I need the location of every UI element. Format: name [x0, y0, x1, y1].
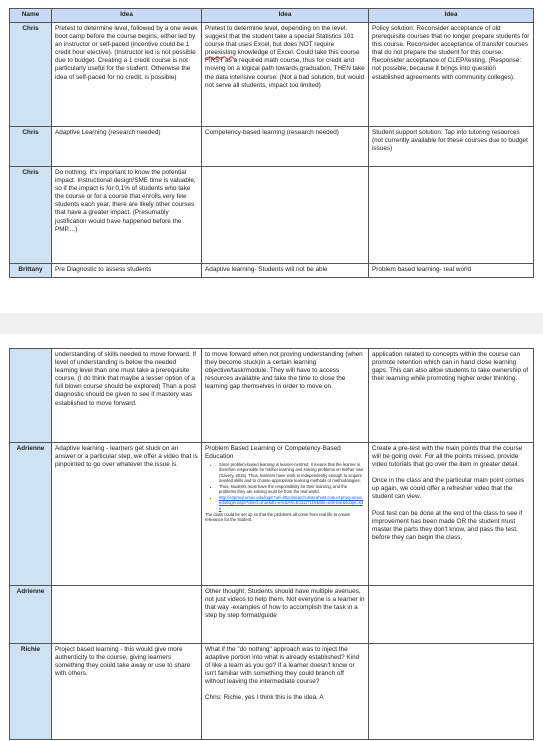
- row-name: [10, 349, 52, 443]
- idea-paragraph: Post test can be done at the end of the class to see if improvement has been made OR the student must master the parts they don't know, and pass the test, before they can begin the class.: [372, 509, 523, 541]
- idea-title: Problem Based Learning or Competency-Based Education: [205, 445, 341, 461]
- header-idea-1: Idea: [52, 9, 202, 23]
- table-row: [10, 443, 534, 586]
- ideas-table-page-1: [9, 8, 534, 278]
- idea-cell[interactable]: Adaptive Learning (research needed): [52, 127, 202, 167]
- idea-text: knowledge of Excel. Could take this course FIRST as a required math course, thus for credit and moving on a logical path towards graduation, THEN take the data intensive course. (Not a bad solution, but would not serve all students, impact too limited): [205, 49, 365, 89]
- idea-cell[interactable]: Adaptive learning - learners get stuck on an answer or a particular step, we offer a video that is pinpointed to go over whatever the issue is.: [52, 443, 202, 586]
- list-item: • Since problem-based learning is learner-centred, it means that the learner is therefore responsible for his/her learning and solving problems on his/her own (Savery, 2015). Thus, learners have work to independently enough to acquire needed skills and to choose appropriate learning methods or methodologies.: [219, 462, 365, 483]
- idea-cell[interactable]: [202, 167, 369, 264]
- idea-cell[interactable]: [52, 586, 202, 644]
- idea-text: Pretest to determine level, depending on the level, suggest that the student take a special Statistics 101 course that uses Excel, but does NOT require: [205, 25, 354, 49]
- idea-paragraph: What if the "do nothing" approach was to inject the adaptive portion into what is already established? Kind of like a learn as you go? If a learner doesn't know or isn't familiar with something they could branch off without leaving the intermediate course?: [205, 646, 360, 686]
- document-page-1: [0, 0, 543, 313]
- idea-paragraph: Once in the class and the particular main point comes up again, we could offer a refresher video that the student can view.: [372, 477, 525, 501]
- idea-cell[interactable]: application related to concepts within the course can promote retention which can in hand close learning gaps. This can also allow students to take ownership of their learning while promoting higher order thinking.: [369, 349, 534, 443]
- row-name: Chris: [10, 127, 52, 167]
- header-idea-3: Idea: [369, 9, 534, 23]
- ideas-table-page-2: [9, 348, 534, 740]
- reference-link[interactable]: http://ezproxy.umuc.edu/login?url=http://search.ebscohost.com.ezproxy.umuc.edu/login.aspx?direct=true&db=eric&AN=EJ1117110&site=eds-live&scope=site: [219, 494, 364, 511]
- row-name: Adrienne: [10, 443, 52, 586]
- list-item: • Thus, students must have the responsibility for their learning, and the problems they are solving must be from the real world.: [219, 484, 365, 495]
- table-row: [10, 644, 534, 740]
- document-page-2: [0, 334, 543, 741]
- row-name: Richie: [10, 644, 52, 740]
- table-row: [10, 586, 534, 644]
- idea-paragraph: Create a pre-test with the main points that the course will be going over. For all the points missed, provide video tutorials that go over the item in greater detail.: [372, 445, 523, 469]
- idea-cell[interactable]: to move forward when not proving understanding (when they become stuck)in a certain learning objective/task/module. They will have to access resources available and take the time to close the learning gap themselves in order to move on.: [202, 349, 369, 443]
- idea-cell[interactable]: Project based learning - this would give more authenticity to the course, giving learners something they could take away or use to share with others.: [52, 644, 202, 740]
- row-name: Adrienne: [10, 586, 52, 644]
- row-name: Chris: [10, 167, 52, 264]
- idea-cell[interactable]: [369, 167, 534, 264]
- idea-cell[interactable]: Do nothing. It's important to know the potential impact. Instructional design/SME time is valuable, so if the impact is for 0,1% of students who take the course or for a course that enrolls very few students each year, there are likely other courses that have a greater impact. (Presumably justification would have happened before the PMP....): [52, 167, 202, 264]
- table-row: [10, 23, 534, 127]
- idea-cell[interactable]: Problem based learning- real world: [369, 264, 534, 278]
- idea-cell[interactable]: Pretest to determine level, followed by a one week boot camp before the course begins, either led by an instructor or self-paced (incentive could be 1 credit hour elective). (Instructor led is not possible due to budget. Creating a 1 credit course is not particularly useful for the student. Otherwise the idea of self-paced for no credit, is possible): [52, 23, 202, 127]
- idea-cell[interactable]: Policy solution: Reconsider acceptance of old prerequisite courses that no longer prepare students for this course. Reconsider acceptance of transfer courses that do not prepare the student for this course. Reconsider acceptance of CLEP/testing. (Response: not possible, because it brings into question established agreements with community colleges).: [369, 23, 534, 127]
- list-item: [219, 495, 365, 511]
- idea-cell[interactable]: [202, 644, 369, 740]
- idea-cell[interactable]: Pre Diagnostic to assess students: [52, 264, 202, 278]
- idea-cell[interactable]: Competency-based learning (research needed): [202, 127, 369, 167]
- idea-paragraph: Chris: Richie, yes I think this is the idea. A: [205, 694, 324, 702]
- row-name: Brittany: [10, 264, 52, 278]
- header-row: [10, 9, 534, 23]
- idea-cell[interactable]: understanding of skills needed to move forward. If level of understanding is below the needed learning level than one must take a prerequisite course. (I do think that maybe a lesser option of a full blown course should be explored) Than a post diagnostic should be given to see if mastery was established to move forward.: [52, 349, 202, 443]
- idea-cell[interactable]: Adaptive learning- Students will not be able: [202, 264, 369, 278]
- idea-cell[interactable]: [369, 644, 534, 740]
- spelling-flagged-word: preexisting: [205, 49, 236, 57]
- idea-cell[interactable]: [202, 23, 369, 127]
- header-idea-2: Idea: [202, 9, 369, 23]
- idea-cell[interactable]: Other thought; Students should have multiple avenues, not just videos to help them. Not everyone is a learner in that way -examples of how to accomplish the task in a step by step format/guide: [202, 586, 369, 644]
- table-row: [10, 127, 534, 167]
- table-row: [10, 349, 534, 443]
- row-name: Chris: [10, 23, 52, 127]
- idea-cell[interactable]: [369, 586, 534, 644]
- quote-bullet-list: [205, 462, 365, 511]
- header-name: Name: [10, 9, 52, 23]
- table-row: [10, 264, 534, 278]
- idea-cell[interactable]: [202, 443, 369, 586]
- idea-cell[interactable]: Student support solution: Tap into tutoring resources (not currently available for these courses due to budget issues): [369, 127, 534, 167]
- idea-cell[interactable]: [369, 443, 534, 586]
- table-row: [10, 167, 534, 264]
- idea-note: The class could be set up so that the problems all come from real life to create relevance for the student.: [205, 511, 351, 523]
